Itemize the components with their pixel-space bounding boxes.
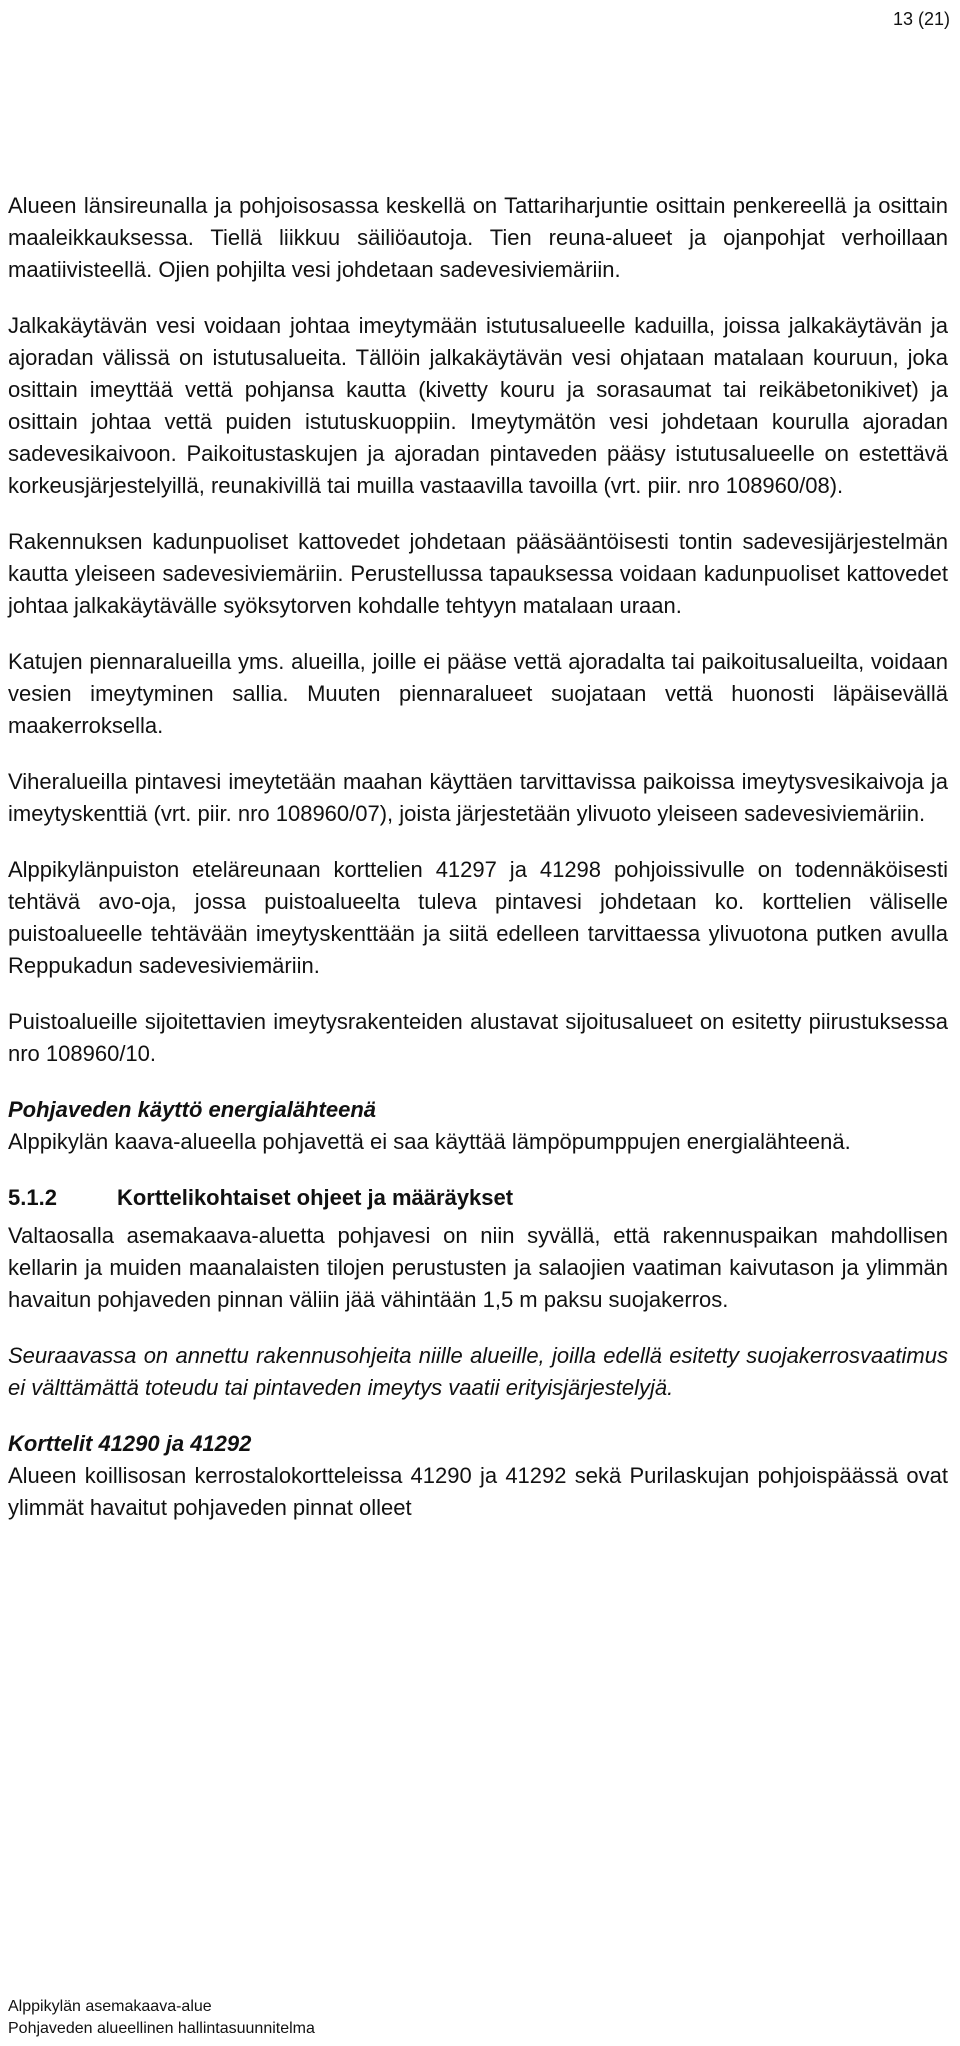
paragraph-verge-areas: Katujen piennaralueilla yms. alueilla, joille ei pääse vettä ajoradalta tai paikoitusalueilta, voidaan vesien imeytyminen sallia. Muuten piennaralueet suojataan vettä huonosti läpäisevällä maakerroksella. <box>8 649 948 738</box>
paragraph-blocks-groundwater: Alueen koillisosan kerrostalokortteleissa 41290 ja 41292 sekä Purilaskujan pohjoispäässä ovat ylimmät havaitut pohjaveden pinnat olleet <box>8 1463 948 1520</box>
heading-blocks-41290-41292: Korttelit 41290 ja 41292 <box>8 1431 252 1456</box>
paragraph-protective-layer: Valtaosalla asemakaava-aluetta pohjavesi on niin syvällä, että rakennuspaikan mahdollisen kellarin ja muiden maanalaisten tilojen perustusten ja salaojien vaatiman kaivutason ja ylimmän havaitun pohjaveden pinnan väliin jää vähintään 1,5 m paksu suojakerros. <box>8 1223 948 1312</box>
section-title: Korttelikohtaiset ohjeet ja määräykset <box>116 1185 514 1210</box>
paragraph-building-instructions-intro: Seuraavassa on annettu rakennusohjeita niille alueille, joilla edellä esitetty suojakerrosvaatimus ei välttämättä toteudu tai pintaveden imeytys vaatii erityisjärjestelyjä. <box>8 1343 948 1400</box>
paragraph-sidewalk-water: Jalkakäytävän vesi voidaan johtaa imeytymään istutusalueelle kaduilla, joissa jalkakäytävän ja ajoradan välissä on istutusalueita. Tällöin jalkakäytävän vesi ohjataan matalaan kouruun, joka osittain imeyttää vettä pohjansa kautta (kivetty kouru ja sorasaumat tai reikäbetonikivet) ja osittain johtaa vettä puiden istutuskuoppiin. Imeytymätön vesi johdetaan kourulla ajoradan sadevesikaivoon. Paikoitustaskujen ja ajoradan pintaveden pääsy istutusalueelle on estettävä korkeusjärjestelyillä, reunakivillä tai muilla vastaavilla tavoilla (vrt. piir. nro 108960/08). <box>8 313 948 498</box>
paragraph-green-areas: Viheralueilla pintavesi imeytetään maahan käyttäen tarvittavissa paikoissa imeytysvesikaivoja ja imeytyskenttiä (vrt. piir. nro 108960/07), joista järjestetään ylivuoto yleiseen sadevesiviemäriin. <box>8 769 948 826</box>
heading-groundwater-energy: Pohjaveden käyttö energialähteenä <box>8 1097 377 1122</box>
paragraph-road-edges: Alueen länsireunalla ja pohjoisosassa keskellä on Tattariharjuntie osittain penkereellä ja osittain maaleikkauksessa. Tiellä liikkuu säiliöautoja. Tien reuna-alueet ja ojanpohjat verhoillaan maatiivisteellä. Ojien pohjilta vesi johdetaan sadevesiviemäriin. <box>8 193 948 282</box>
document-body <box>8 190 948 1524</box>
footer-project-name: Alppikylän asemakaava-alue <box>8 1998 212 2015</box>
paragraph-infiltration-locations: Puistoalueille sijoitettavien imeytysrakenteiden alustavat sijoitusalueet on esitetty piirustuksessa nro 108960/10. <box>8 1009 948 1066</box>
paragraph-groundwater-energy: Alppikylän kaava-alueella pohjavettä ei saa käyttää lämpöpumppujen energialähteenä. <box>8 1129 851 1154</box>
section-number: 5.1.2 <box>8 1185 57 1210</box>
page-number: 13 (21) <box>892 9 950 29</box>
paragraph-park-ditch: Alppikylänpuiston eteläreunaan korttelien 41297 ja 41298 pohjoissivulle on todennäköisesti tehtävä avo-oja, jossa puistoalueelta tuleva pintavesi johdetaan ko. korttelien väliselle puistoalueelle tehtävään imeytyskenttään ja siitä edelleen tarvittaessa ylivuotona putken avulla Reppukadun sadevesiviemäriin. <box>8 857 948 978</box>
footer-document-name: Pohjaveden alueellinen hallintasuunnitelma <box>8 2020 315 2037</box>
page-footer <box>8 1996 315 2040</box>
paragraph-roof-water: Rakennuksen kadunpuoliset kattovedet johdetaan pääsääntöisesti tontin sadevesijärjestelmän kautta yleiseen sadevesiviemäriin. Perustellussa tapauksessa voidaan kadunpuoliset kattovedet johtaa jalkakäytävälle syöksytorven kohdalle tehtyyn matalaan uraan. <box>8 529 948 618</box>
section-heading-5-1-2 <box>8 1182 948 1214</box>
